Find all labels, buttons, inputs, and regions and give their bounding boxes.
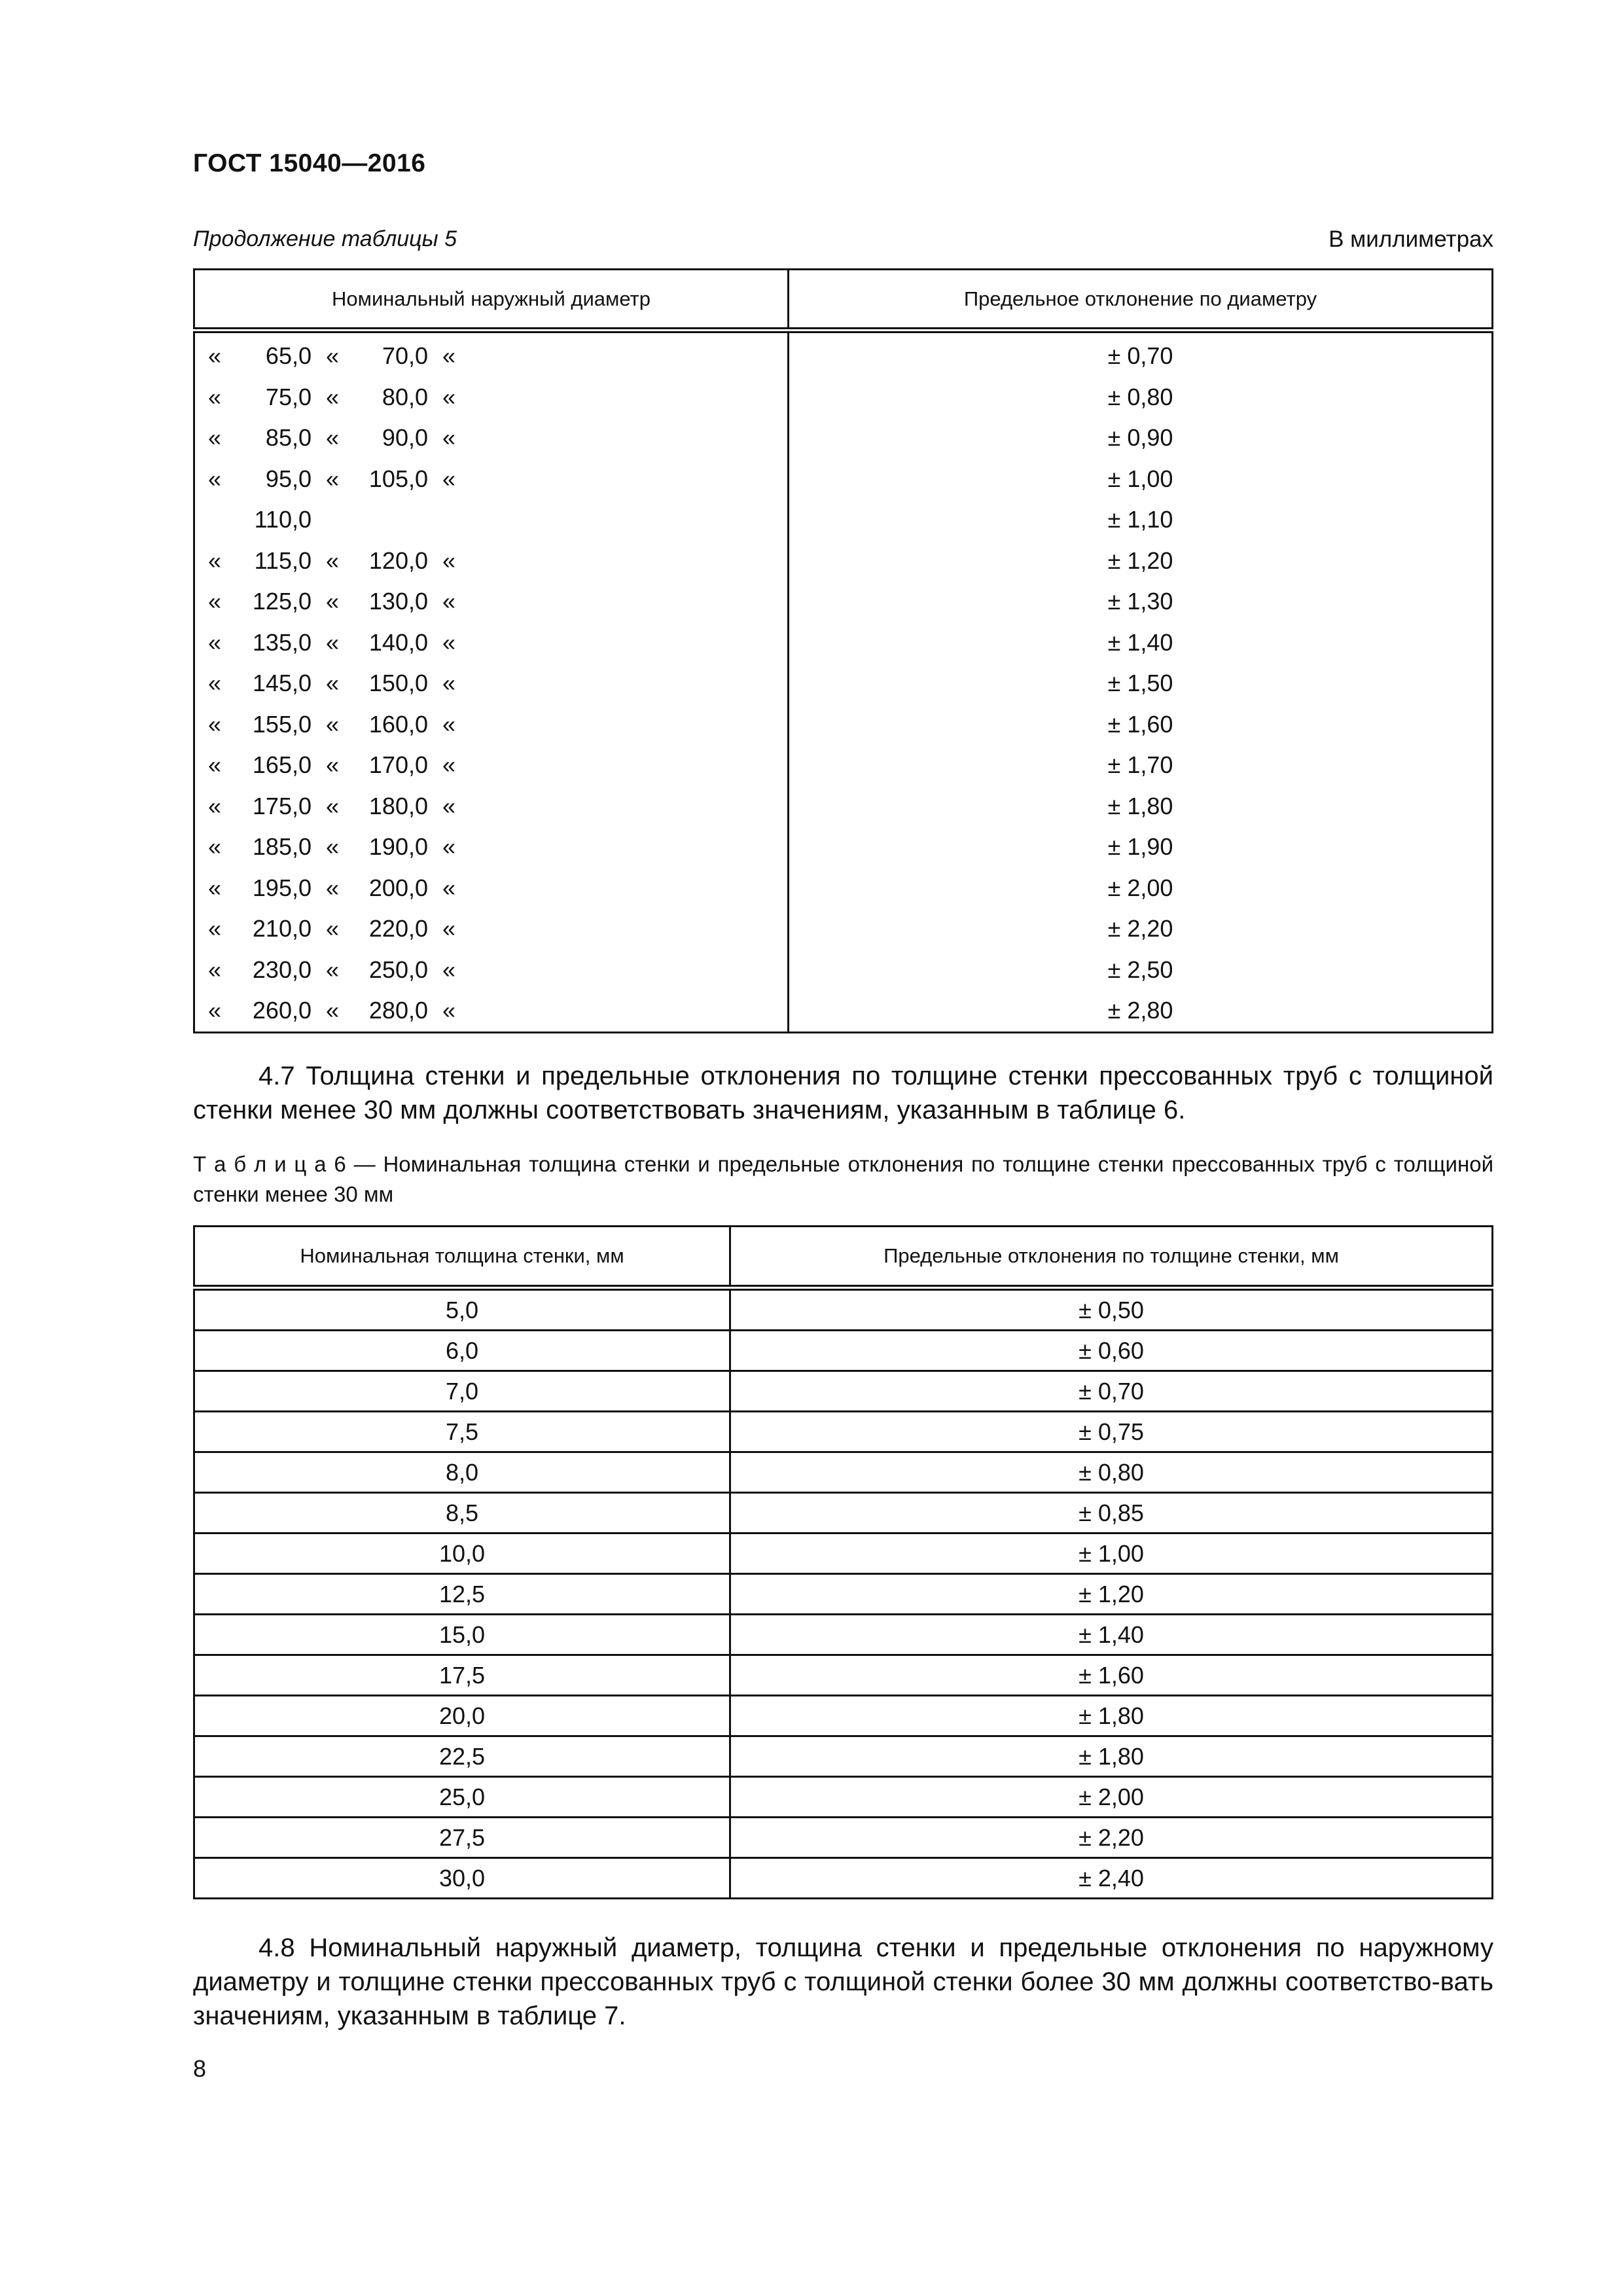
table5-row (194, 868, 1493, 909)
table5-from: 175,0 (252, 792, 312, 819)
paragraph-4-7 (193, 1059, 1493, 1127)
table5-q3: « (442, 874, 456, 901)
table6-cell-deviation: ± 2,40 (730, 1858, 1493, 1899)
table5-q2: « (326, 915, 340, 942)
table6-row (194, 1858, 1493, 1899)
table5-from: 165,0 (252, 751, 312, 779)
table5-to: 160,0 (368, 710, 428, 738)
table6-row (194, 1736, 1493, 1777)
table6-cell-thickness: 17,5 (194, 1655, 730, 1696)
table5-units: В миллиметрах (1329, 226, 1493, 252)
table5-q3: « (442, 997, 456, 1024)
table5-to: 105,0 (368, 465, 428, 492)
table6-cell-thickness: 5,0 (194, 1288, 730, 1331)
table5-cell-deviation: ± 1,80 (789, 786, 1493, 827)
table5-cell-deviation: ± 0,90 (789, 418, 1493, 459)
table5-col-header-deviation: Предельное отклонение по диаметру (789, 270, 1493, 331)
table5-q2: « (326, 465, 340, 492)
table5-q3: « (442, 628, 456, 656)
table5-from: 155,0 (252, 710, 312, 738)
table5-row (194, 331, 1493, 377)
table5-to: 140,0 (368, 628, 428, 656)
table6-cell-thickness: 27,5 (194, 1818, 730, 1858)
table6-row (194, 1452, 1493, 1493)
table5-to: 150,0 (368, 670, 428, 697)
paragraph-4-7-text: 4.7 Толщина стенки и предельные отклонения по толщине стенки прессованных труб с толщиной стенки менее 30 мм должны соответствовать значениям, указанным в таблице 6. (193, 1062, 1493, 1124)
table5-q1: « (208, 588, 222, 615)
table5-cell-diameter (194, 622, 789, 664)
table5-to: 180,0 (368, 792, 428, 819)
table5-q3: « (442, 547, 456, 574)
table6-row (194, 1288, 1493, 1331)
table5-from: 195,0 (252, 874, 312, 901)
table6-cell-thickness: 7,5 (194, 1412, 730, 1452)
table5-q3: « (442, 956, 456, 983)
table5-q3: « (442, 751, 456, 779)
table5-row (194, 704, 1493, 745)
table6-cell-deviation: ± 1,40 (730, 1615, 1493, 1655)
table5-from: 135,0 (252, 628, 312, 656)
table5-q3: « (442, 792, 456, 819)
table5-q2: « (326, 956, 340, 983)
table6-cell-deviation: ± 2,20 (730, 1818, 1493, 1858)
table5-cell-deviation: ± 1,20 (789, 541, 1493, 582)
table6-row (194, 1331, 1493, 1371)
table5-row (194, 745, 1493, 786)
table5-cell-diameter (194, 331, 789, 377)
paragraph-4-8 (193, 1931, 1493, 2033)
table5-row (194, 950, 1493, 991)
table6-row (194, 1777, 1493, 1818)
table5-cell-diameter (194, 459, 789, 500)
table5-row (194, 663, 1493, 704)
table5-to: 280,0 (368, 997, 428, 1024)
table6-col-header-deviation: Предельные отклонения по толщине стенки, мм (730, 1227, 1493, 1288)
table5-cell-diameter (194, 377, 789, 418)
table5-q2: « (326, 383, 340, 410)
table5-cell-diameter (194, 704, 789, 745)
table6-cell-thickness: 8,5 (194, 1493, 730, 1534)
table5-cell-diameter (194, 581, 789, 622)
table5-from: 210,0 (252, 915, 312, 942)
table5-q2: « (326, 792, 340, 819)
table6-cell-thickness: 15,0 (194, 1615, 730, 1655)
table6-row (194, 1493, 1493, 1534)
table5-q3: « (442, 424, 456, 452)
table5-cell-deviation: ± 2,80 (789, 990, 1493, 1032)
table5-cell-deviation: ± 1,90 (789, 827, 1493, 868)
table5-cell-deviation: ± 1,50 (789, 663, 1493, 704)
table5-cell-deviation: ± 1,00 (789, 459, 1493, 500)
table5-to: 130,0 (368, 588, 428, 615)
table5-cell-diameter (194, 786, 789, 827)
table5-q2: « (326, 342, 340, 370)
table5-cell-deviation: ± 1,60 (789, 704, 1493, 745)
table5-q2: « (326, 588, 340, 615)
table6-cell-deviation: ± 0,50 (730, 1288, 1493, 1331)
table5-cell-diameter (194, 908, 789, 950)
table5-q2: « (326, 710, 340, 738)
table5-from: 65,0 (265, 342, 312, 370)
table6-cell-thickness: 7,0 (194, 1371, 730, 1412)
table5-cell-deviation: ± 2,50 (789, 950, 1493, 991)
table5-from: 260,0 (252, 997, 312, 1024)
table6-row (194, 1534, 1493, 1574)
table5-q3: « (442, 383, 456, 410)
table5-to: 80,0 (382, 383, 428, 410)
table5-q1: « (208, 915, 222, 942)
table5-row (194, 581, 1493, 622)
table5-from: 145,0 (252, 670, 312, 697)
table6-cell-thickness: 10,0 (194, 1534, 730, 1574)
table5-q2: « (326, 547, 340, 574)
table6-cell-thickness: 30,0 (194, 1858, 730, 1899)
table5-cell-diameter (194, 950, 789, 991)
table5-row (194, 827, 1493, 868)
table5-from: 75,0 (265, 383, 312, 410)
table5-cell-diameter (194, 418, 789, 459)
table6-cell-deviation: ± 1,20 (730, 1574, 1493, 1615)
table5-cell-diameter (194, 868, 789, 909)
page-number: 8 (193, 2055, 207, 2082)
table6-cell-thickness: 25,0 (194, 1777, 730, 1818)
table5 (193, 268, 1493, 1033)
table5-q3: « (442, 915, 456, 942)
table6-row (194, 1655, 1493, 1696)
table5-q2: « (326, 670, 340, 697)
table6-col-header-thickness: Номинальная толщина стенки, мм (194, 1227, 730, 1288)
table5-row (194, 622, 1493, 664)
table5-row (194, 459, 1493, 500)
table5-q1: « (208, 670, 222, 697)
table5-row (194, 786, 1493, 827)
table5-from: 95,0 (265, 465, 312, 492)
table6-cell-deviation: ± 1,00 (730, 1534, 1493, 1574)
table5-q1: « (208, 751, 222, 779)
table5-cell-deviation: ± 1,30 (789, 581, 1493, 622)
table5-from: 230,0 (252, 956, 312, 983)
paragraph-4-8-text: 4.8 Номинальный наружный диаметр, толщина стенки и предельные отклонения по наружному диаметру и толщине стенки прессованных труб с толщиной стенки более 30 мм должны соответство-вать значениям, указанным в таблице 7. (193, 1933, 1493, 2030)
table5-q1: « (208, 342, 222, 370)
table5-from: 85,0 (265, 424, 312, 452)
table5-to: 220,0 (368, 915, 428, 942)
table5-to: 200,0 (368, 874, 428, 901)
table5-cell-deviation: ± 1,40 (789, 622, 1493, 664)
table5-cell-diameter (194, 541, 789, 582)
table6-row (194, 1412, 1493, 1452)
table5-q1: « (208, 465, 222, 492)
table5-cell-deviation: ± 0,70 (789, 331, 1493, 377)
table5-q1: « (208, 874, 222, 901)
table6-row (194, 1818, 1493, 1858)
table5-q1: « (208, 956, 222, 983)
table5-to: 70,0 (382, 342, 428, 370)
table5-from: 110,0 (254, 506, 312, 533)
table5-q1: « (208, 424, 222, 452)
table5-continuation-caption: Продолжение таблицы 5 (193, 226, 457, 251)
table5-row (194, 990, 1493, 1032)
table5-cell-diameter (194, 827, 789, 868)
table5-q1: « (208, 628, 222, 656)
table5-q2: « (326, 833, 340, 861)
table6-row (194, 1615, 1493, 1655)
table5-to: 250,0 (368, 956, 428, 983)
table5-q3: « (442, 710, 456, 738)
table5-to: 120,0 (368, 547, 428, 574)
table5-q3: « (442, 465, 456, 492)
table6-row (194, 1696, 1493, 1736)
table6-cell-deviation: ± 0,80 (730, 1452, 1493, 1493)
table6-row (194, 1574, 1493, 1615)
table5-to: 190,0 (368, 833, 428, 861)
table6-cell-thickness: 20,0 (194, 1696, 730, 1736)
table5-from: 125,0 (252, 588, 312, 615)
table5-cell-deviation: ± 1,70 (789, 745, 1493, 786)
table5-row (194, 418, 1493, 459)
table6-cell-thickness: 6,0 (194, 1331, 730, 1371)
table5-cell-diameter (194, 745, 789, 786)
table5-cell-deviation: ± 0,80 (789, 377, 1493, 418)
table6-cell-deviation: ± 0,85 (730, 1493, 1493, 1534)
table5-cell-diameter (194, 663, 789, 704)
table5-q3: « (442, 588, 456, 615)
table5-from: 115,0 (254, 547, 312, 574)
table6-cell-thickness: 12,5 (194, 1574, 730, 1615)
table5-q3: « (442, 833, 456, 861)
table5-row (194, 377, 1493, 418)
table6 (193, 1225, 1493, 1899)
table6-cell-deviation: ± 0,60 (730, 1331, 1493, 1371)
document-header: ГОСТ 15040—2016 (193, 149, 426, 177)
table5-q1: « (208, 792, 222, 819)
table6-cell-deviation: ± 1,80 (730, 1736, 1493, 1777)
table6-cell-deviation: ± 1,60 (730, 1655, 1493, 1696)
table5-cell-deviation: ± 2,00 (789, 868, 1493, 909)
table5-cell-deviation: ± 2,20 (789, 908, 1493, 950)
table5-cell-deviation: ± 1,10 (789, 499, 1493, 541)
table5-row (194, 908, 1493, 950)
table5-q1: « (208, 833, 222, 861)
table5-q3: « (442, 670, 456, 697)
table6-cell-deviation: ± 0,70 (730, 1371, 1493, 1412)
table5-q1: « (208, 710, 222, 738)
table5-q3: « (442, 342, 456, 370)
table6-row (194, 1371, 1493, 1412)
table6-cell-deviation: ± 2,00 (730, 1777, 1493, 1818)
table5-body (194, 331, 1493, 1033)
table5-cell-diameter (194, 499, 789, 541)
table5-row (194, 541, 1493, 582)
table5-to: 90,0 (382, 424, 428, 452)
table5-q2: « (326, 424, 340, 452)
table5-q1: « (208, 997, 222, 1024)
table5-q2: « (326, 997, 340, 1024)
table6-caption: Т а б л и ц а 6 — Номинальная толщина стенки и предельные отклонения по толщине стенки прессованных труб с толщиной стенки менее 30 мм (193, 1152, 1493, 1206)
table6-cell-deviation: ± 1,80 (730, 1696, 1493, 1736)
table6-cell-deviation: ± 0,75 (730, 1412, 1493, 1452)
table6-cell-thickness: 22,5 (194, 1736, 730, 1777)
table5-q1: « (208, 383, 222, 410)
table5-cell-diameter (194, 990, 789, 1032)
table5-row (194, 499, 1493, 541)
table5-q2: « (326, 874, 340, 901)
table5-q2: « (326, 751, 340, 779)
table5-from: 185,0 (252, 833, 312, 861)
table6-body (194, 1288, 1493, 1899)
table5-q1: « (208, 547, 222, 574)
table6-cell-thickness: 8,0 (194, 1452, 730, 1493)
table5-to: 170,0 (368, 751, 428, 779)
table5-q2: « (326, 628, 340, 656)
table5-col-header-diameter: Номинальный наружный диаметр (194, 270, 789, 331)
